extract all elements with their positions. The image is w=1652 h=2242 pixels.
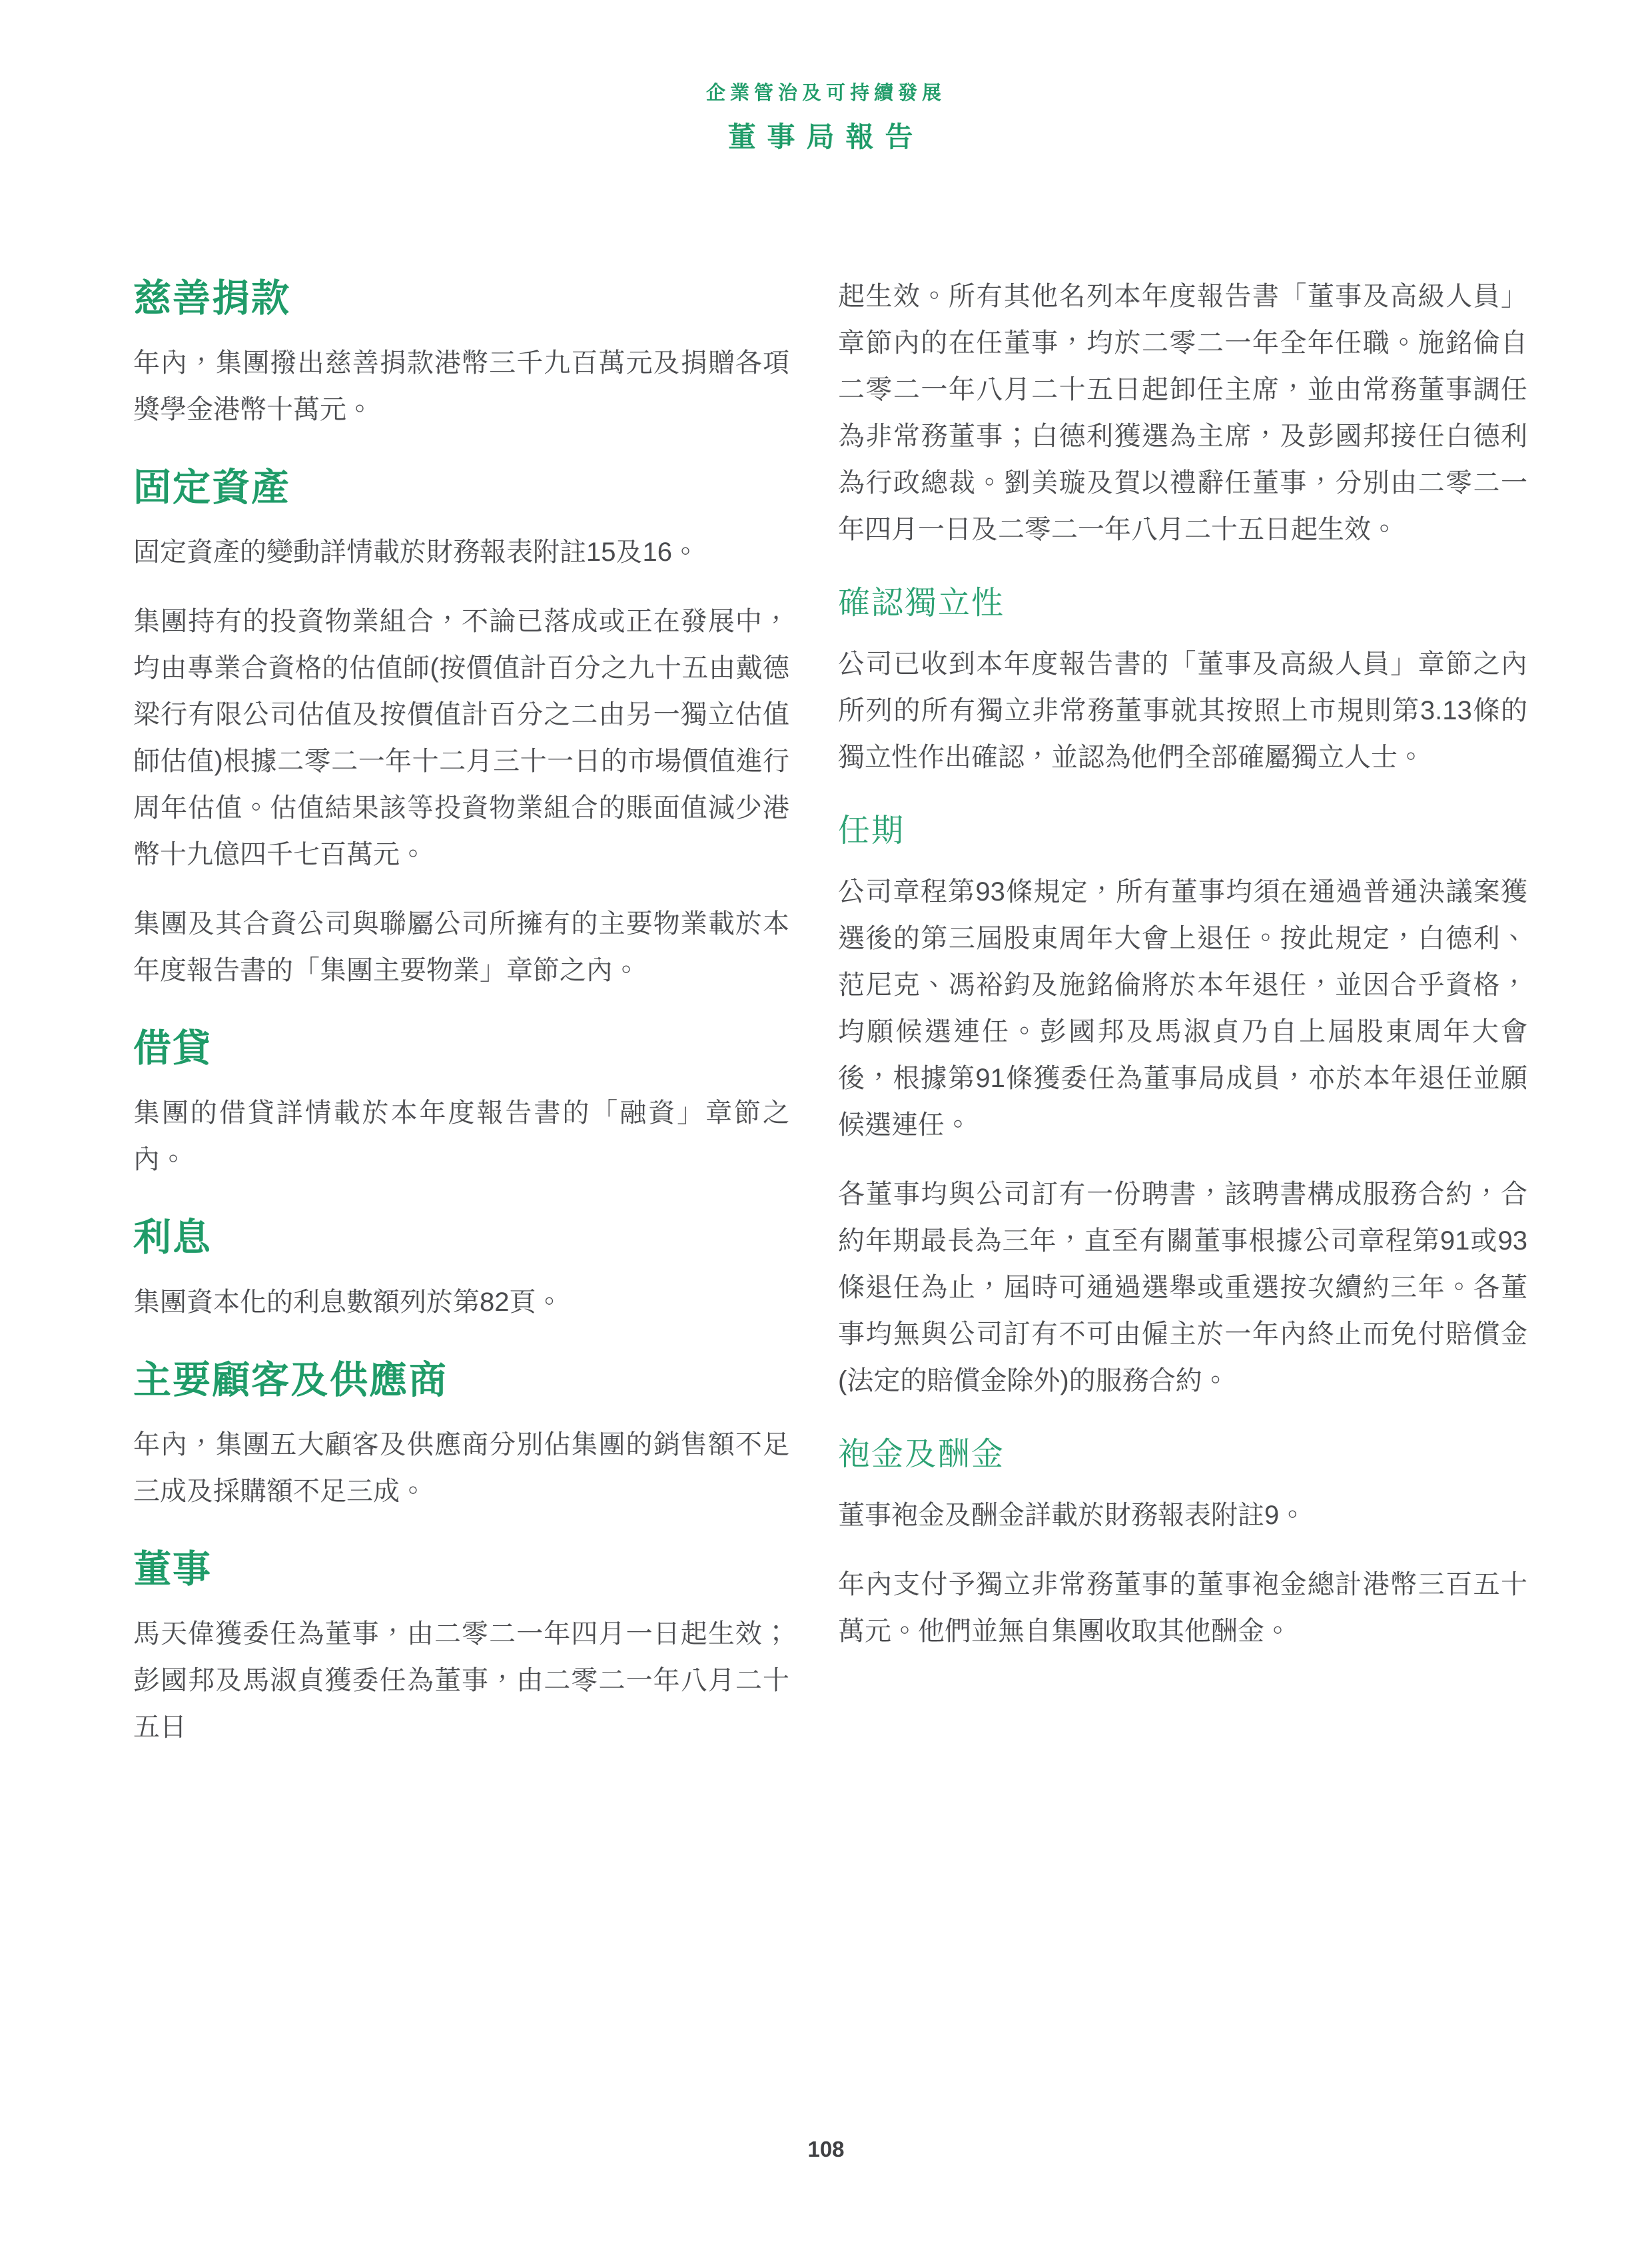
page-title: 董事局報告 — [727, 121, 925, 153]
right-column — [838, 273, 1527, 1773]
section-heading-interest: 利息 — [133, 1216, 212, 1259]
body-paragraph: 年內，集團撥出慈善捐款港幣三千九百萬元及捐贈各項獎學金港幣十萬元。 — [133, 348, 789, 424]
body-paragraph-continuation: 起生效。所有其他名列本年度報告書「董事及高級人員」章節內的在任董事，均於二零二一年全年任職。施銘倫自二零二一年八月二十五日起卸任主席，並由常務董事調任為非常務董事；白德利獲選為主席，及彭國邦接任白德利為行政總裁。劉美璇及賀以禮辭任董事，分別由二零二一年四月一日及二零二一年八月二十五日起生效。 — [838, 282, 1527, 544]
body-paragraph: 公司已收到本年度報告書的「董事及高級人員」章節之內所列的所有獨立非常務董事就其按照上市規則第3.13條的獨立性作出確認，並認為他們全部確屬獨立人士。 — [838, 649, 1527, 772]
page-number: 108 — [807, 2137, 845, 2161]
section-heading-major-customers-suppliers: 主要顧客及供應商 — [133, 1359, 448, 1401]
content-columns — [133, 273, 1527, 1773]
header-category: 企業管治及可持續發展 — [705, 83, 946, 104]
body-paragraph: 年內，集團五大顧客及供應商分別佔集團的銷售額不足三成及採購額不足三成。 — [133, 1430, 789, 1506]
body-paragraph: 集團持有的投資物業組合，不論已落成或正在發展中，均由專業合資格的估值師(按價值計百分之九十五由戴德梁行有限公司估值及按價值計百分之二由另一獨立估值師估值)根據二零二一年十二月三十一日的市場價值進行周年估值。估值結果該等投資物業組合的賬面值減少港幣十九億四千七百萬元。 — [133, 607, 789, 869]
section-heading-borrowings: 借貸 — [133, 1027, 212, 1070]
page-footer — [0, 2135, 1652, 2164]
section-heading-charitable-donations: 慈善捐款 — [133, 277, 290, 320]
body-paragraph: 集團的借貸詳情載於本年度報告書的「融資」章節之內。 — [133, 1098, 789, 1174]
subsection-heading-term-of-office: 任期 — [838, 813, 905, 849]
left-column — [133, 273, 789, 1773]
section-heading-fixed-assets: 固定資產 — [133, 466, 290, 509]
subsection-heading-confirmation-of-independence: 確認獨立性 — [838, 585, 1005, 621]
section-heading-directors: 董事 — [133, 1548, 212, 1591]
subsection-heading-fees-and-emoluments: 袍金及酬金 — [838, 1437, 1005, 1472]
body-paragraph: 各董事均與公司訂有一份聘書，該聘書構成服務合約，合約年期最長為三年，直至有關董事根據公司章程第91或93條退任為止，屆時可通過選舉或重選按次續約三年。各董事均無與公司訂有不可由僱主於一年內終止而免付賠償金(法定的賠償金除外)的服務合約。 — [838, 1180, 1527, 1395]
body-paragraph: 董事袍金及酬金詳載於財務報表附註9。 — [838, 1501, 1306, 1530]
body-paragraph: 固定資產的變動詳情載於財務報表附註15及16。 — [133, 538, 699, 567]
page-header — [0, 80, 1652, 156]
body-paragraph: 馬天偉獲委任為董事，由二零二一年四月一日起生效；彭國邦及馬淑貞獲委任為董事，由二零二一年八月二十五日 — [133, 1619, 789, 1742]
body-paragraph: 公司章程第93條規定，所有董事均須在通過普通決議案獲選後的第三屆股東周年大會上退任。按此規定，白德利、范尼克、馮裕鈞及施銘倫將於本年退任，並因合乎資格，均願候選連任。彭國邦及馬淑貞乃自上屆股東周年大會後，根據第91條獲委任為董事局成員，亦於本年退任並願候選連任。 — [838, 877, 1527, 1140]
body-paragraph: 集團及其合資公司與聯屬公司所擁有的主要物業載於本年度報告書的「集團主要物業」章節之內。 — [133, 909, 789, 985]
body-paragraph: 集團資本化的利息數額列於第82頁。 — [133, 1288, 563, 1317]
body-paragraph: 年內支付予獨立非常務董事的董事袍金總計港幣三百五十萬元。他們並無自集團收取其他酬金。 — [838, 1570, 1527, 1646]
